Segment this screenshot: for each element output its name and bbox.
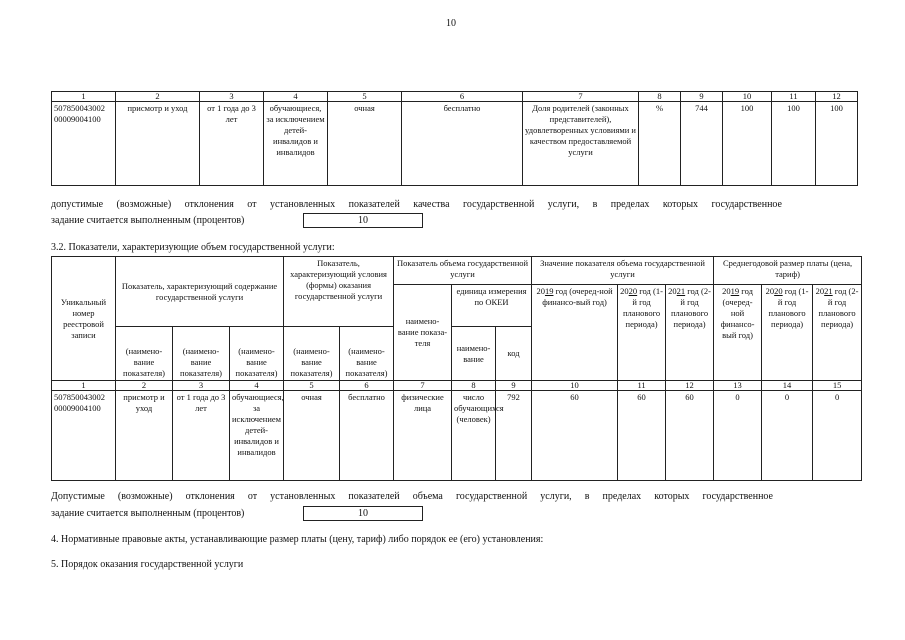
col-num: 12 [666, 381, 714, 391]
header-fee: Среднегодовой размер платы (цена, тариф) [714, 257, 862, 285]
cell: бесплатно [402, 102, 523, 186]
header-code: код [496, 327, 532, 381]
year-suffix: год (очеред-ной финансо-вый год) [720, 286, 755, 340]
year-value: 20 [774, 286, 783, 296]
year-prefix: 20 [620, 286, 629, 296]
col-num: 6 [340, 381, 394, 391]
header-indicator-name: (наимено-вание показателя) [284, 327, 340, 381]
year-value: 21 [824, 286, 833, 296]
cell: 100 [816, 102, 858, 186]
table-row [52, 102, 858, 186]
cell: очная [284, 391, 340, 481]
cell: 60 [666, 391, 714, 481]
col-num: 11 [618, 381, 666, 391]
cell: 100 [723, 102, 772, 186]
year-suffix: год (1-й год планового периода) [768, 286, 809, 329]
col-num: 1 [52, 92, 116, 102]
cell: 0 [813, 391, 862, 481]
cell: очная [328, 102, 402, 186]
col-num: 3 [173, 381, 230, 391]
year-value: 19 [544, 286, 554, 296]
col-num: 7 [394, 381, 452, 391]
year-suffix: год (1-й год планового периода) [623, 286, 663, 329]
header-unit: единица измерения по ОКЕИ [452, 285, 532, 327]
col-num: 5 [284, 381, 340, 391]
col-num: 10 [532, 381, 618, 391]
section-3-2-title: 3.2. Показатели, характеризующие объем государственной услуги: [51, 242, 335, 253]
col-num: 4 [264, 92, 328, 102]
year-prefix: 20 [815, 286, 825, 296]
cell: от 1 года до 3 лет [200, 102, 264, 186]
year-prefix: 20 [722, 286, 731, 296]
header-year-2 [618, 285, 666, 381]
col-num: 6 [402, 92, 523, 102]
year-value: 19 [730, 286, 740, 296]
header-vol-name: наимено-вание показа-теля [394, 285, 452, 381]
deviation-quality-text: допустимые (возможные) отклонения от установленных показателей качества государственной услуги, в пределах которых государственное [51, 199, 782, 210]
section-4-title: 4. Нормативные правовые акты, устанавливающие размер платы (цену, тариф) либо порядок ее (его) установления: [51, 534, 544, 545]
section-5-title: 5. Порядок оказания государственной услуги [51, 559, 244, 570]
col-num: 1 [52, 381, 116, 391]
cell: физические лица [394, 391, 452, 481]
year-suffix: год (очеред-ной финансо-вый год) [542, 286, 613, 307]
header-fee-year-3 [813, 285, 862, 381]
header-unit-name: наимено-вание [452, 327, 496, 381]
cell: 744 [681, 102, 723, 186]
year-suffix: год (2-й год планового периода) [671, 286, 711, 329]
cell: присмотр и уход [116, 391, 173, 481]
deviation-quality-value: 10 [303, 213, 423, 228]
col-num: 4 [230, 381, 284, 391]
col-num: 7 [523, 92, 639, 102]
col-num: 15 [813, 381, 862, 391]
header-year-3 [666, 285, 714, 381]
cell: обучающиеся, за исключением детей-инвалидов и инвалидов [230, 391, 284, 481]
cell: 792 [496, 391, 532, 481]
year-prefix: 20 [765, 286, 775, 296]
col-num: 14 [762, 381, 813, 391]
cell: от 1 года до 3 лет [173, 391, 230, 481]
header-fee-year-1 [714, 285, 762, 381]
header-conditions: Показатель, характеризующий условия (формы) оказания государственной услуги [284, 257, 394, 327]
col-num: 13 [714, 381, 762, 391]
col-num: 2 [116, 381, 173, 391]
cell: Доля родителей (законных представителей), удовлетворенных условиями и качеством предоставляемой услуги [523, 102, 639, 186]
registry-number: 507850043002 00009004100 [52, 102, 116, 186]
deviation-volume-text: Допустимые (возможные) отклонения от установленных показателей объема государственной услуги, в пределах которых государственное [51, 491, 773, 502]
cell: число обучающихся (человек) [452, 391, 496, 481]
volume-table-col-numbers [52, 381, 862, 391]
col-num: 12 [816, 92, 858, 102]
col-num: 8 [639, 92, 681, 102]
cell: % [639, 102, 681, 186]
deviation-quality-text-2: задание считается выполненным (процентов) [51, 215, 245, 226]
year-suffix: год (2-й год планового периода) [818, 286, 859, 329]
header-indicator-name: (наимено-вание показателя) [340, 327, 394, 381]
volume-table [51, 256, 862, 481]
header-indicator-name: (наимено-вание показателя) [173, 327, 230, 381]
header-registry: Уникальный номер реестровой записи [52, 257, 116, 381]
deviation-volume-value: 10 [303, 506, 423, 521]
col-num: 9 [496, 381, 532, 391]
table-row [52, 391, 862, 481]
col-num: 3 [200, 92, 264, 102]
year-value: 20 [628, 286, 638, 296]
header-indicator-name: (наимено-вание показателя) [116, 327, 173, 381]
cell: обучающиеся, за исключением детей-инвалидов и инвалидов [264, 102, 328, 186]
col-num: 8 [452, 381, 496, 391]
header-indicator-name: (наимено-вание показателя) [230, 327, 284, 381]
header-fee-year-2 [762, 285, 813, 381]
year-value: 21 [676, 286, 686, 296]
year-prefix: 20 [668, 286, 677, 296]
cell: бесплатно [340, 391, 394, 481]
col-num: 2 [116, 92, 200, 102]
header-year-1 [532, 285, 618, 381]
col-num: 9 [681, 92, 723, 102]
year-prefix: 20 [536, 286, 545, 296]
deviation-volume-text-2: задание считается выполненным (процентов) [51, 508, 245, 519]
page-number: 10 [446, 18, 456, 29]
header-volume: Показатель объема государственной услуги [394, 257, 532, 285]
header-value: Значение показателя объема государственной услуги [532, 257, 714, 285]
cell: 100 [772, 102, 816, 186]
col-num: 5 [328, 92, 402, 102]
header-content: Показатель, характеризующий содержание государственной услуги [116, 257, 284, 327]
quality-table-col-numbers [52, 92, 858, 102]
cell: 0 [714, 391, 762, 481]
col-num: 11 [772, 92, 816, 102]
quality-table [51, 91, 858, 186]
registry-number: 507850043002 00009004100 [52, 391, 116, 481]
col-num: 10 [723, 92, 772, 102]
cell: 60 [532, 391, 618, 481]
cell: 60 [618, 391, 666, 481]
cell: присмотр и уход [116, 102, 200, 186]
cell: 0 [762, 391, 813, 481]
